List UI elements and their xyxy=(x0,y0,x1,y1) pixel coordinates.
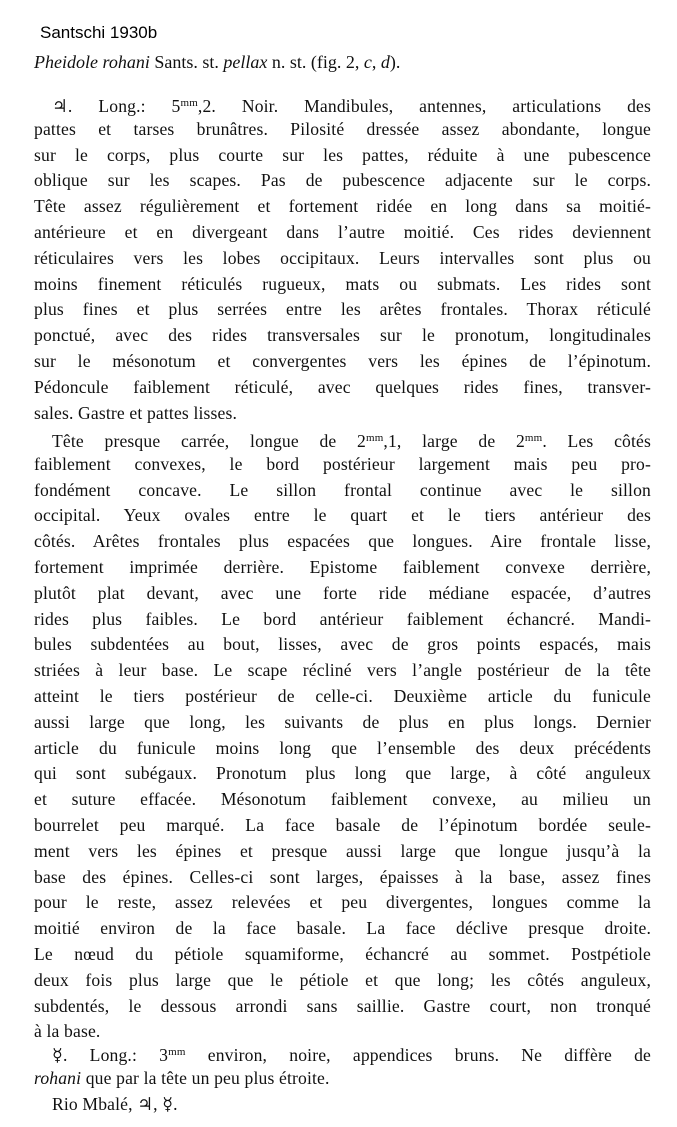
text-line: oblique sur les scapes. Pas de pubescence adjacente sur le corps. xyxy=(34,170,651,191)
unit-superscript: mm xyxy=(168,1046,186,1058)
text-segment: . Les côtés xyxy=(542,431,651,451)
text-line: pattes et tarses brunâtres. Pilosité dressée assez abondante, longue xyxy=(34,118,651,139)
text-line: Tête assez régulièrement et fortement ridée en long dans sa moitié- xyxy=(34,196,651,217)
text-line: moitié environ de la face basale. La face déclive presque droite. xyxy=(34,918,651,939)
text-segment: environ, noire, appendices bruns. Ne diffère de xyxy=(185,1045,651,1065)
text-line: Pédoncule faiblement réticulé, avec quelques rides fines, transver- xyxy=(34,376,651,397)
unit-superscript: mm xyxy=(366,432,384,444)
text-line: ponctué, avec des rides transversales sur le pronotum, longitudinales xyxy=(34,325,651,346)
locality-line: Rio Mbalé, ♃, ☿. xyxy=(52,1094,178,1114)
text-line: faiblement convexes, le bord postérieur largement mais peu pro- xyxy=(34,453,651,474)
fig-ref-d: d xyxy=(380,52,390,72)
text-line xyxy=(34,426,651,452)
text-line: Le nœud du pétiole squamiforme, échancré au sommet. Postpétiole xyxy=(34,943,651,964)
unit-superscript: mm xyxy=(180,97,198,109)
text-line: bourrelet peu marqué. La face basale de l’épinotum bordée seule- xyxy=(34,814,651,835)
text-line: bules subdentées au bout, lisses, avec de gros points espacés, mais xyxy=(34,634,651,655)
text-line: plutôt plat devant, avec une forte ride médiane espacée, d’autres xyxy=(34,582,651,603)
unit-superscript: mm xyxy=(524,432,543,444)
text-line: et suture effacée. Mésonotum faiblement convexe, au milieu un xyxy=(34,789,651,810)
taxon-subspecies: pellax xyxy=(223,52,268,72)
text-line xyxy=(34,91,651,117)
text-segment: ,1, large de 2 xyxy=(383,431,525,451)
text-line: base des épines. Celles-ci sont larges, épaisses à la base, assez fines xyxy=(34,866,651,887)
text-line xyxy=(34,1066,651,1092)
text-line: qui sont subégaux. Pronotum plus long que large, à côté anguleux xyxy=(34,763,651,784)
text-line: à la base. xyxy=(34,1021,101,1042)
text-segment: ♃. Long.: 5 xyxy=(52,96,181,116)
text-line: côtés. Arêtes frontales plus espacées que longues. Aire frontale lisse, xyxy=(34,531,651,552)
fig-ref-close: ). xyxy=(389,52,401,72)
text-line: plus fines et plus serrées entre les arêtes frontales. Thorax réticulé xyxy=(34,299,651,320)
taxon-author: Sants. st. xyxy=(149,52,224,72)
taxon-status: n. st. (fig. 2, xyxy=(267,52,364,72)
taxon-name-italic: rohani xyxy=(34,1067,82,1088)
taxon-genus: Pheidole rohani xyxy=(34,52,150,72)
text-line: fondément concave. Le sillon frontal continue avec le sillon xyxy=(34,479,651,500)
text-line: pour le reste, assez relevées et peu divergentes, longues comme la xyxy=(34,892,651,913)
text-line: sur le corps, plus courte sur les pattes, réduite à une pubescence xyxy=(34,144,651,165)
text-line: ment vers les épines et presque aussi large que longue jusqu’à la xyxy=(34,840,651,861)
text-line: moins finement réticulés rugueux, mats ou submats. Les rides sont xyxy=(34,273,651,294)
text-segment: que par la tête un peu plus étroite. xyxy=(81,1067,330,1088)
text-line: sur le mésonotum et convergentes vers les épines de l’épinotum. xyxy=(34,350,651,371)
text-segment: Tête presque carrée, longue de 2 xyxy=(52,431,366,451)
paragraph-head-description xyxy=(34,426,651,1045)
fig-ref-c: c xyxy=(363,52,372,72)
text-line: rides plus faibles. Le bord antérieur faiblement échancré. Mandi- xyxy=(34,608,651,629)
paragraph-worker xyxy=(34,1040,651,1092)
text-line xyxy=(34,1040,651,1066)
text-line: deux fois plus large que le pétiole et que long; les côtés anguleux, xyxy=(34,969,651,990)
text-line: réticulaires vers les lobes occipitaux. Leurs intervalles sont plus ou xyxy=(34,247,651,268)
text-segment: ,2. Noir. Mandibules, antennes, articulations des xyxy=(197,96,652,116)
taxon-title xyxy=(34,52,400,73)
text-line: antérieure et en divergeant dans l’autre moitié. Ces rides deviennent xyxy=(34,221,651,242)
text-line: article du funicule moins long que l’ensemble des deux précédents xyxy=(34,737,651,758)
text-line: striées à leur base. Le scape récliné vers l’angle postérieur de la tête xyxy=(34,660,651,681)
fig-ref-sep: , xyxy=(371,52,381,72)
text-line: fortement imprimée derrière. Epistome faiblement convexe derrière, xyxy=(34,556,651,577)
text-line: sales. Gastre et pattes lisses. xyxy=(34,402,238,423)
paragraph-female xyxy=(34,91,651,426)
source-label: Santschi 1930b xyxy=(40,23,158,42)
text-line: occipital. Yeux ovales entre le quart et le tiers antérieur des xyxy=(34,505,651,526)
text-line: atteint le tiers postérieur de celle-ci. Deuxième article du funicule xyxy=(34,685,651,706)
text-segment: ☿. Long.: 3 xyxy=(52,1045,169,1065)
text-line: aussi large que long, les suivants de plus en plus longs. Dernier xyxy=(34,711,651,732)
text-line: subdentés, le dessous arrondi sans saillie. Gastre court, non tronqué xyxy=(34,995,651,1016)
paragraph-locality xyxy=(34,1092,651,1118)
